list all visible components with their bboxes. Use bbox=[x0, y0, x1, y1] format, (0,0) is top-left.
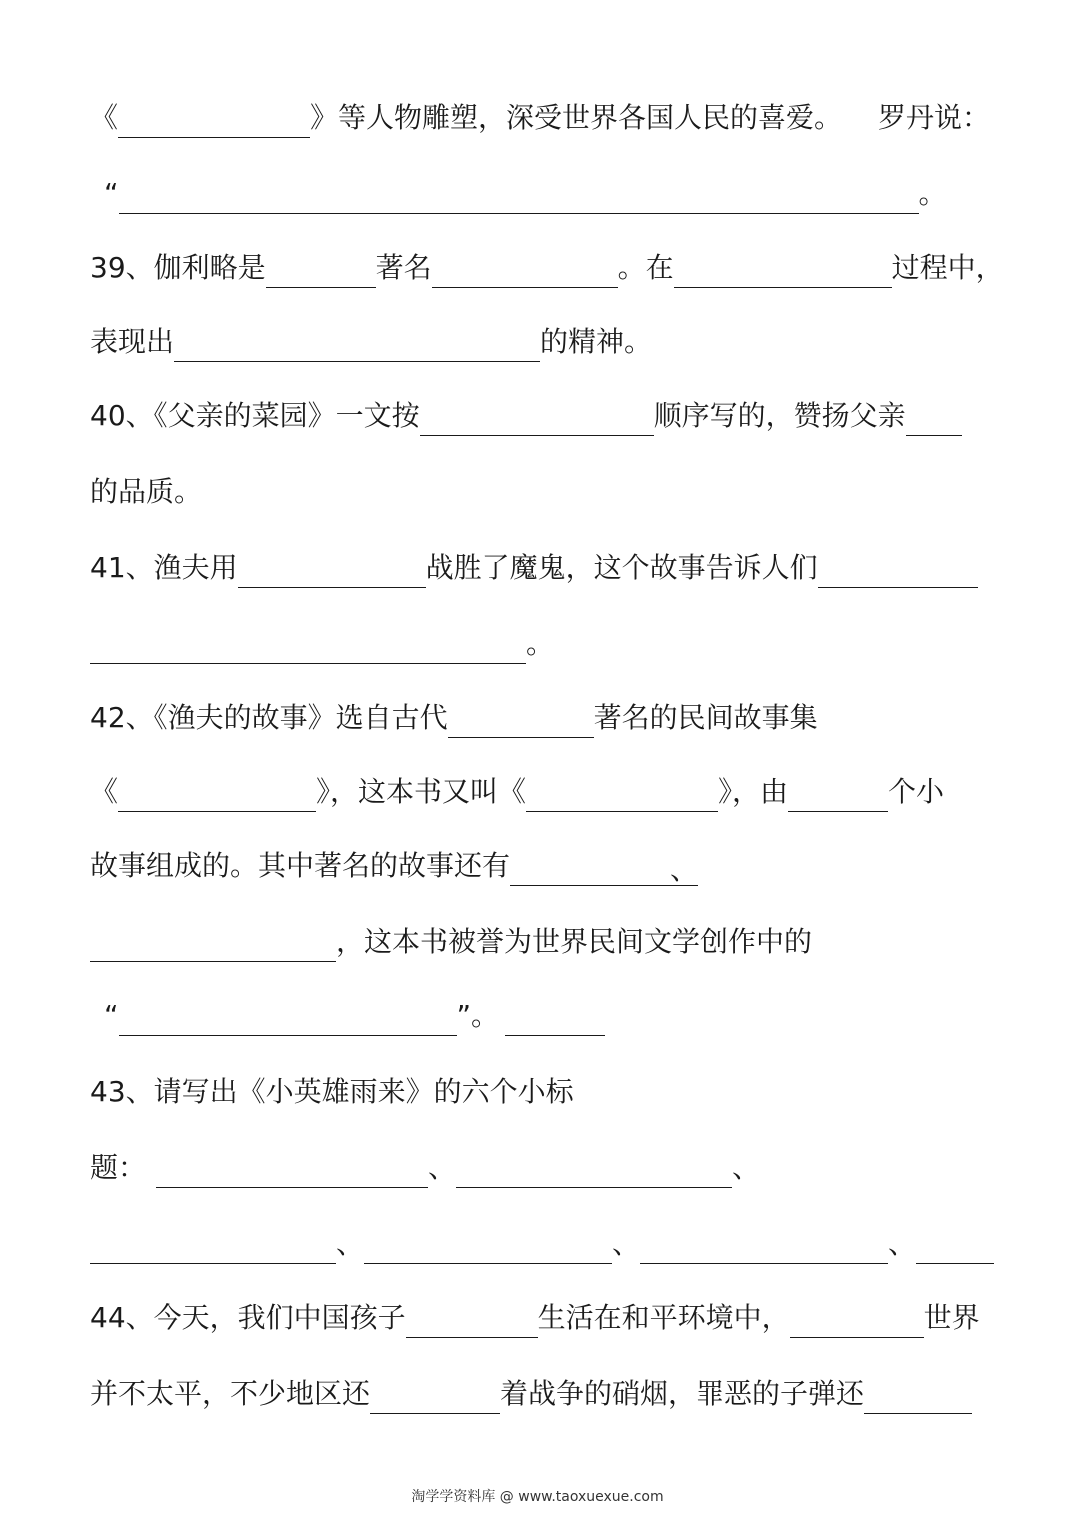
answer-blank[interactable] bbox=[90, 633, 526, 664]
text-line: 《 》，这本书又叫《 》，由 个小 bbox=[90, 772, 944, 812]
answer-blank[interactable] bbox=[505, 1005, 605, 1036]
answer-blank[interactable] bbox=[364, 1233, 612, 1264]
text-line: 、 、 、 bbox=[90, 1224, 994, 1264]
question-44: 44、今天，我们中国孩子 生活在和平环境中， 世界 bbox=[90, 1298, 980, 1338]
answer-blank[interactable] bbox=[916, 1233, 994, 1264]
question-41: 41、渔夫用 战胜了魔鬼，这个故事告诉人们 bbox=[90, 548, 978, 588]
text-line: “ ”。 bbox=[104, 996, 605, 1036]
answer-blank[interactable] bbox=[526, 781, 718, 812]
answer-blank[interactable] bbox=[90, 931, 336, 962]
answer-blank[interactable] bbox=[640, 1233, 888, 1264]
answer-blank[interactable] bbox=[788, 781, 888, 812]
answer-blank[interactable] bbox=[790, 1307, 924, 1338]
answer-blank[interactable] bbox=[119, 1005, 457, 1036]
answer-blank[interactable] bbox=[432, 257, 618, 288]
question-40: 40、《父亲的菜园》一文按 顺序写的，赞扬父亲 bbox=[90, 396, 962, 436]
answer-blank[interactable] bbox=[674, 257, 892, 288]
answer-blank[interactable] bbox=[510, 855, 670, 886]
text-line: 故事组成的。其中著名的故事还有 、 bbox=[90, 849, 699, 886]
text-line: ，这本书被誉为世界民间文学创作中的 bbox=[90, 922, 812, 962]
answer-blank[interactable] bbox=[118, 781, 316, 812]
answer-blank[interactable] bbox=[118, 107, 310, 138]
footer-watermark: 淘学学资料库 @ www.taoxuexue.com bbox=[411, 1489, 664, 1505]
answer-blank[interactable] bbox=[238, 557, 426, 588]
text-line: 《 》等人物雕塑，深受世界各国人民的喜爱。 罗丹说： bbox=[90, 98, 990, 138]
question-43: 43、请写出《小英雄雨来》的六个小标 bbox=[90, 1075, 574, 1108]
answer-blank[interactable] bbox=[370, 1383, 500, 1414]
answer-blank[interactable] bbox=[448, 707, 594, 738]
text-line: 。 bbox=[90, 624, 554, 664]
text-line: 的品质。 bbox=[90, 475, 203, 508]
question-39: 39、伽利略是 著名 。在 过程中， bbox=[90, 248, 1004, 288]
text-line: 表现出 的精神。 bbox=[90, 322, 652, 362]
text-line: 题： 、 、 bbox=[90, 1148, 760, 1188]
answer-blank[interactable] bbox=[174, 331, 540, 362]
answer-blank[interactable] bbox=[406, 1307, 538, 1338]
answer-blank[interactable] bbox=[156, 1157, 428, 1188]
answer-blank[interactable] bbox=[456, 1157, 732, 1188]
answer-blank[interactable] bbox=[906, 405, 962, 436]
answer-blank[interactable] bbox=[90, 1233, 336, 1264]
answer-blank[interactable] bbox=[864, 1383, 972, 1414]
answer-blank[interactable] bbox=[818, 557, 978, 588]
answer-blank[interactable] bbox=[119, 183, 919, 214]
question-42: 42、《渔夫的故事》选自古代 著名的民间故事集 bbox=[90, 698, 818, 738]
answer-blank[interactable] bbox=[266, 257, 376, 288]
answer-blank[interactable] bbox=[420, 405, 654, 436]
text-line: 并不太平，不少地区还 着战争的硝烟，罪恶的子弹还 bbox=[90, 1374, 972, 1414]
text-line: “ 。 bbox=[104, 174, 947, 214]
